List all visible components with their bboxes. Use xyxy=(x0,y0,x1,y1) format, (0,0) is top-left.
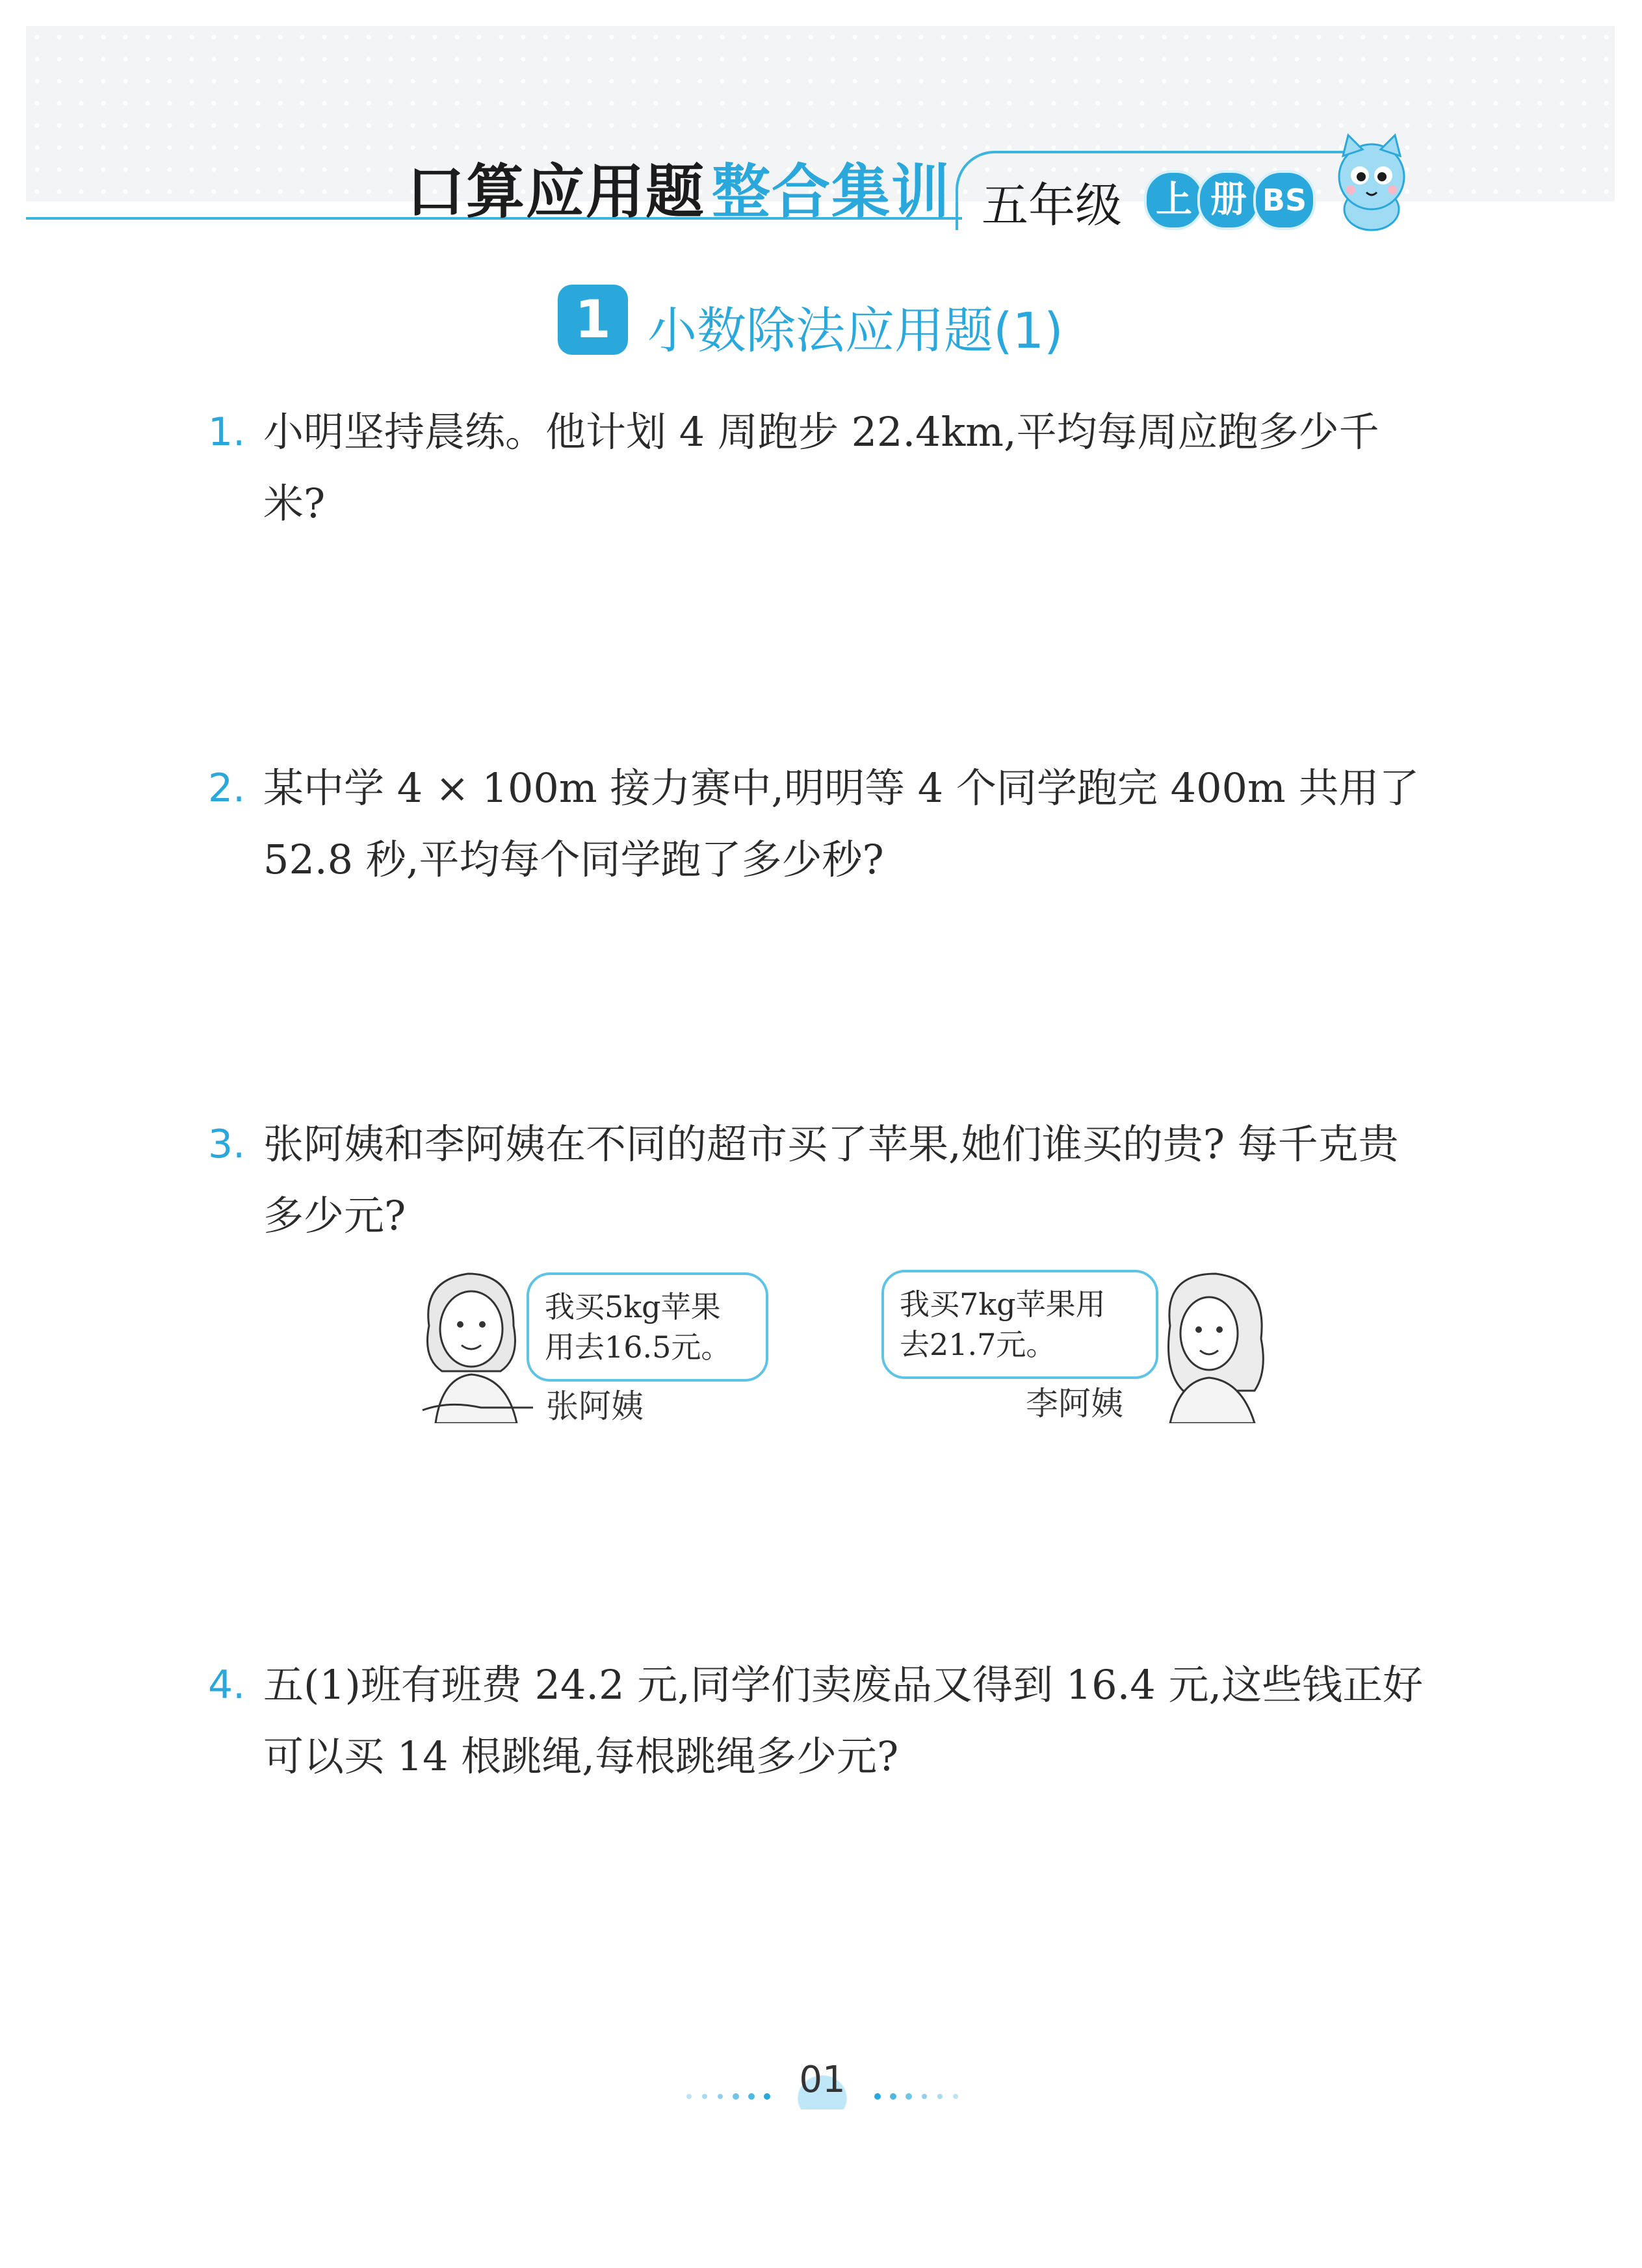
page-number: 01 xyxy=(780,2059,865,2109)
footer-dots-left-icon xyxy=(683,2093,780,2100)
volume-badge: 上 xyxy=(1144,170,1204,230)
speech-line: 用去16.5元。 xyxy=(545,1330,731,1365)
question-number: 2. xyxy=(208,766,246,811)
section-heading: 小数除法应用题(1) xyxy=(647,302,1063,359)
aunt-zhang-illustration xyxy=(410,1254,540,1423)
edition-badge: BS xyxy=(1253,170,1316,230)
speech-line: 我买5kg苹果 xyxy=(545,1289,721,1324)
speech-bubble-li xyxy=(881,1270,1158,1379)
cat-mascot-icon xyxy=(1320,130,1424,234)
question-2 xyxy=(208,753,1430,896)
grade-label: 五年级 xyxy=(982,178,1123,233)
question-1 xyxy=(208,396,1430,539)
question-text: 五(1)班有班费 24.2 元,同学们卖废品又得到 16.4 元,这些钱正好可以买 14 根跳绳,每根跳绳多少元? xyxy=(263,1661,1424,1780)
speech-line: 我买7kg苹果用 xyxy=(900,1287,1106,1322)
speech-bubble-zhang xyxy=(527,1272,768,1382)
question-text: 小明坚持晨练。他计划 4 周跑步 22.4km,平均每周应跑多少千米? xyxy=(263,408,1379,527)
footer-dots-right-icon xyxy=(865,2093,962,2100)
question-text: 张阿姨和李阿姨在不同的超市买了苹果,她们谁买的贵? 每千克贵多少元? xyxy=(263,1120,1399,1239)
book-title: 口算应用题 xyxy=(406,158,705,226)
name-label-zhang: 张阿姨 xyxy=(546,1387,644,1425)
section-number: 1 xyxy=(558,285,628,355)
volume-badge: 册 xyxy=(1197,170,1260,230)
question-4 xyxy=(208,1649,1430,1792)
question-number: 1. xyxy=(208,409,246,455)
question-text: 某中学 4 × 100m 接力赛中,明明等 4 个同学跑完 400m 共用了 52.8 秒,平均每个同学跑了多少秒? xyxy=(263,764,1420,883)
question-number: 3. xyxy=(208,1122,246,1167)
name-label-li: 李阿姨 xyxy=(1026,1385,1123,1423)
speech-line: 去21.7元。 xyxy=(900,1327,1056,1362)
question-3 xyxy=(208,1109,1430,1252)
book-title-accent: 整合集训 xyxy=(712,158,951,226)
question-number: 4. xyxy=(208,1662,246,1708)
aunt-li-illustration xyxy=(1144,1261,1274,1423)
